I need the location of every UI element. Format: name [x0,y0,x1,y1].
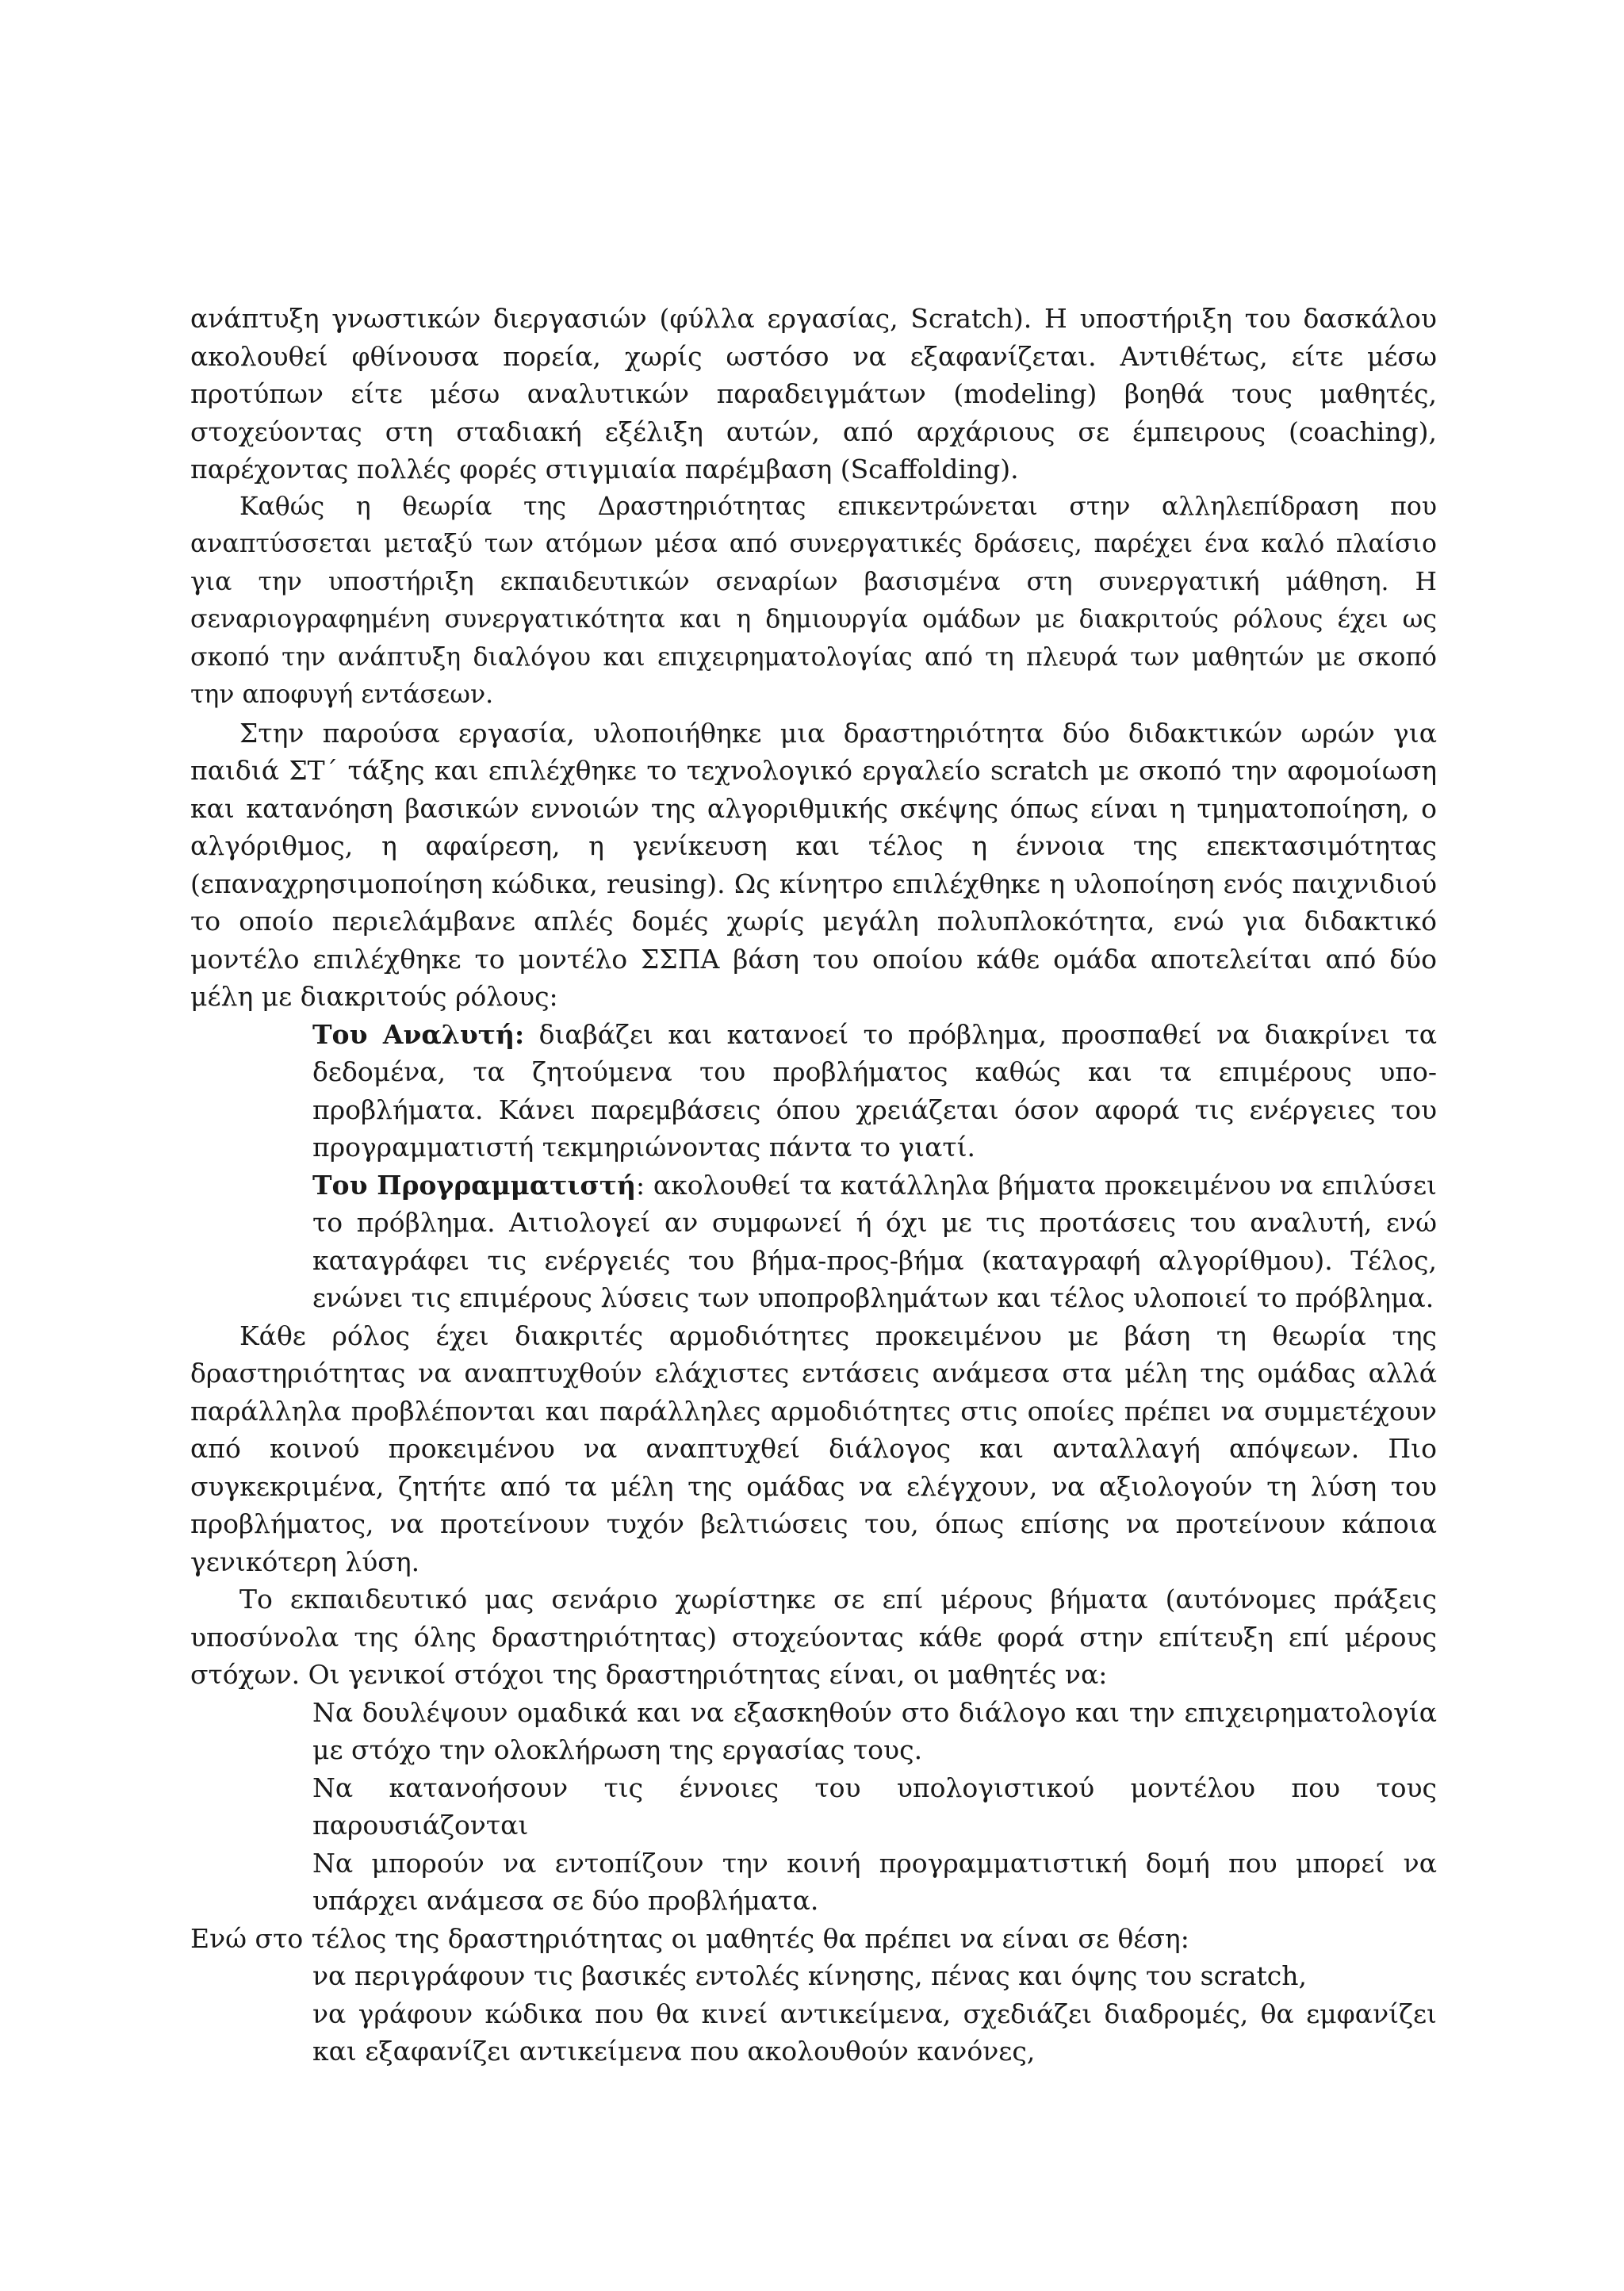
list-item [312,1694,1437,1769]
roles-list [190,1016,1437,1317]
paragraph-intro: ανάπτυξη γνωστικών διεργασιών (φύλλα εργασίας, Scratch). Η υποστήριξη του δασκάλου ακολουθεί φθίνουσα πορεία, χωρίς ωστόσο να εξαφανίζεται. Αντιθέτως, είτε μέσω προτύπων είτε μέσω αναλυτικών παραδειγμάτων (modeling) βοηθά τους μαθητές, στοχεύοντας στη σταδιακή εξέλιξη αυτών, από αρχάριους σε έμπειρους (coaching), παρέχοντας πολλές φορές στιγμιαία παρέμβαση (Scaffolding). [190,303,1437,485]
list-item [312,1167,1437,1317]
paragraph-roles-responsibilities: Κάθε ρόλος έχει διακριτές αρμοδιότητες προκειμένου με βάση τη θεωρία της δραστηριότητας να αναπτυχθούν ελάχιστες εντάσεις ανάμεσα στα μέλη της ομάδας αλλά παράλληλα προβλέπονται και παράλληλες αρμοδιότητες στις οποίες πρέπει να συμμετέχουν από κοινού προκειμένου να αναπτυχθεί διάλογος και ανταλλαγή απόψεων. Πιο συγκεκριμένα, ζητήτε από τα μέλη της ομάδας να ελέγχουν, να αξιολογούν τη λύση του προβλήματος, να προτείνουν τυχόν βελτιώσεις του, όπως επίσης να προτείνουν κάποια γενικότερη λύση. [190,1320,1437,1577]
list-item [312,1995,1437,2071]
paragraph-end-of-activity: Ενώ στο τέλος της δραστηριότητας οι μαθητές θα πρέπει να είναι σε θέση: [190,1922,1189,1954]
list-item [312,1769,1437,1845]
list-item [312,1016,1437,1167]
paragraph-current-work: Στην παρούσα εργασία, υλοποιήθηκε μια δραστηριότητα δύο διδακτικών ωρών για παιδιά ΣΤ΄ τάξης και επιλέχθηκε το τεχνολογικό εργαλείο scratch με σκοπό την αφομοίωση και κατανόηση βασικών εννοιών της αλγοριθμικής σκέψης όπως είναι η τμηματοποίηση, ο αλγόριθμος, η αφαίρεση, η γενίκευση και τέλος η έννοια της επεκτασιμότητας (επαναχρησιμοποίηση κώδικα, reusing). Ως κίνητρο επιλέχθηκε η υλοποίηση ενός παιχνιδιού το οποίο περιελάμβανε απλές δομές χωρίς μεγάλη πολυπλοκότητα, ενώ για διδακτικό μοντέλο επιλέχθηκε το μοντέλο ΣΣΠΑ βάση του οποίου κάθε ομάδα αποτελείται από δύο μέλη με διακριτούς ρόλους: [190,717,1437,1012]
list-item [312,1845,1437,1920]
list-item [312,1957,1437,1995]
goal-text: να γράφουν κώδικα που θα κινεί αντικείμενα, σχεδιάζει διαδρομές, θα εμφανίζει και εξαφανίζει αντικείμενα που ακολουθούν κανόνες, [312,1998,1437,2067]
goal-text: να περιγράφουν τις βασικές εντολές κίνησης, πένας και όψης του scratch, [312,1960,1308,1991]
role-title: Του Αναλυτή: [312,1018,525,1050]
role-title: Του Προγραμματιστή [312,1169,636,1201]
goal-text: Να κατανοήσουν τις έννοιες του υπολογιστικού μοντέλου που τους παρουσιάζονται [312,1772,1437,1841]
role-description: : ακολουθεί τα κατάλληλα βήματα προκειμένου να επιλύσει το πρόβλημα. Αιτιολογεί αν συμφωνεί ή όχι με τις προτάσεις του αναλυτή, ενώ καταγράφει τις ενέργειές του βήμα-προς-βήμα (καταγραφή αλγορίθμου). Τέλος, ενώνει τις επιμέρους λύσεις των υποπροβλημάτων και τέλος υλοποιεί το πρόβλημα. [312,1169,1437,1313]
final-goals-list [190,1957,1437,2071]
general-goals-list [190,1694,1437,1920]
document-page [190,300,1437,2071]
goal-text: Να μπορούν να εντοπίζουν την κοινή προγραμματιστική δομή που μπορεί να υπάρχει ανάμεσα σε δύο προβλήματα. [312,1847,1437,1916]
role-description: διαβάζει και κατανοεί το πρόβλημα, προσπαθεί να διακρίνει τα δεδομένα, τα ζητούμενα του προβλήματος καθώς και τα επιμέρους υπο-προβλήματα. Κάνει παρεμβάσεις όπου χρειάζεται όσον αφορά τις ενέργειες του προγραμματιστή τεκμηριώνοντας πάντα το γιατί. [312,1018,1437,1163]
goal-text: Να δουλέψουν ομαδικά και να εξασκηθούν στο διάλογο και την επιχειρηματολογία με στόχο την ολοκλήρωση της εργασίας τους. [312,1696,1437,1765]
paragraph-activity-theory: Καθώς η θεωρία της Δραστηριότητας επικεντρώνεται στην αλληλεπίδραση που αναπτύσσεται μεταξύ των ατόμων μέσα από συνεργατικές δράσεις, παρέχει ένα καλό πλαίσιο για την υποστήριξη εκπαιδευτικών σεναρίων βασισμένα στη συνεργατική μάθηση. Η σεναριογραφημένη συνεργατικότητα και η δημιουργία ομάδων με διακριτούς ρόλους έχει ως σκοπό την ανάπτυξη διαλόγου και επιχειρηματολογίας από τη πλευρά των μαθητών με σκοπό την αποφυγή εντάσεων. [190,492,1437,709]
paragraph-scenario-steps: Το εκπαιδευτικό μας σενάριο χωρίστηκε σε επί μέρους βήματα (αυτόνομες πράξεις υποσύνολα της όλης δραστηριότητας) στοχεύοντας κάθε φορά στην επίτευξη επί μέρους στόχων. Οι γενικοί στόχοι της δραστηριότητας είναι, οι μαθητές να: [190,1584,1437,1690]
